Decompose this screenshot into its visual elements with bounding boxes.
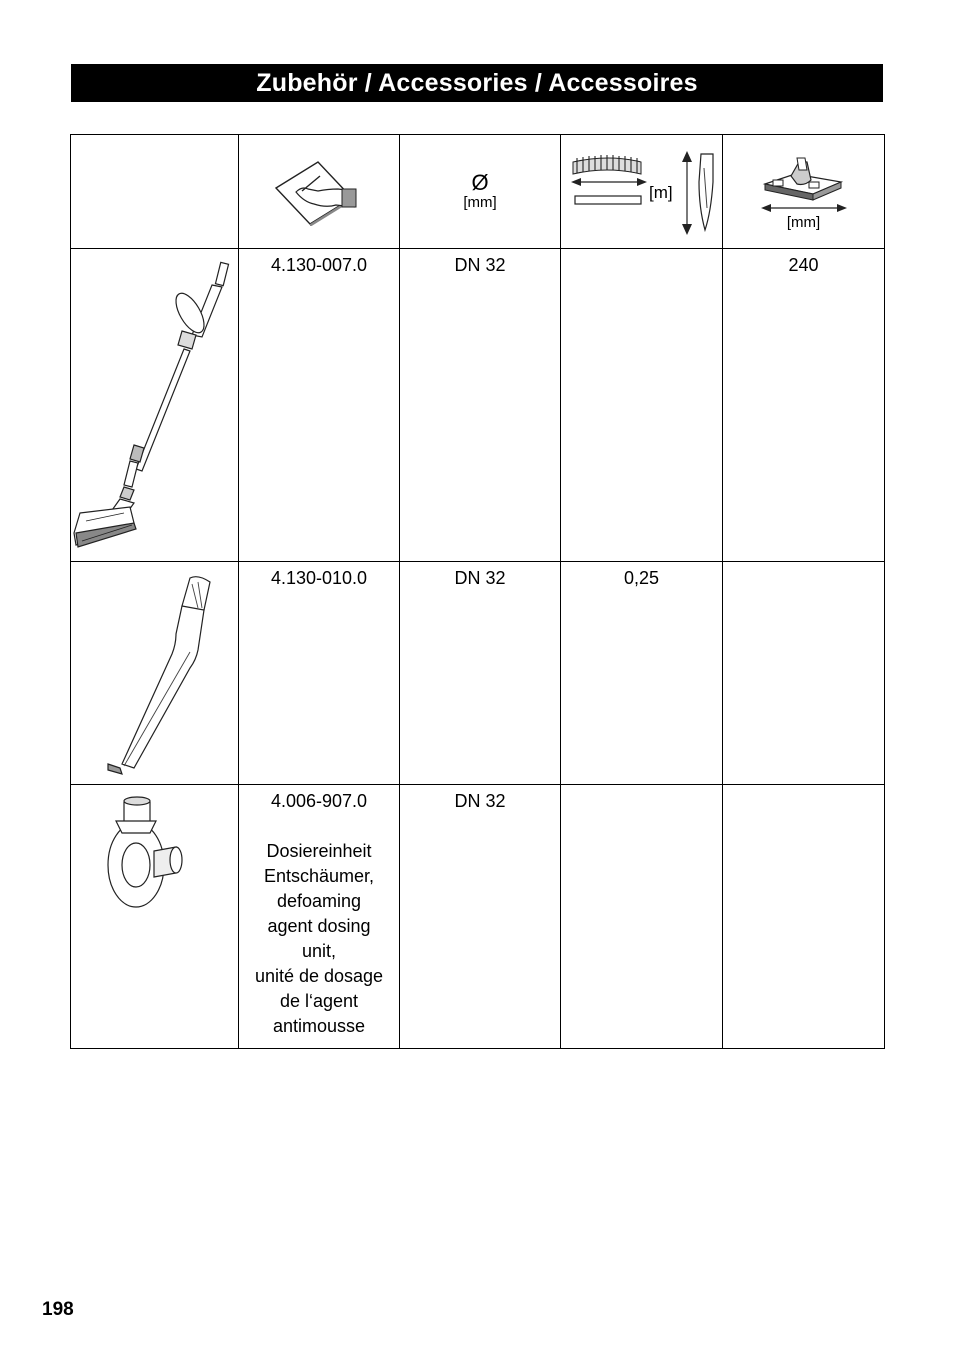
- header-width-cell: [723, 135, 885, 249]
- floor-nozzle-with-tube-icon: [72, 255, 238, 555]
- row-diameter: DN 32: [400, 562, 561, 785]
- diameter-icon: Ø: [471, 170, 489, 195]
- crevice-nozzle-icon: [72, 568, 238, 778]
- row-length: [561, 249, 723, 562]
- page-title: Zubehör / Accessories / Accessoires: [71, 64, 883, 102]
- row-part-number: 4.130-007.0: [239, 249, 400, 562]
- nozzle-width-icon: [759, 154, 849, 218]
- header-length-cell: [561, 135, 723, 249]
- table-row: [71, 785, 885, 1049]
- row-part-number: 4.130-010.0: [239, 562, 400, 785]
- width-unit: [mm]: [786, 213, 821, 231]
- hose-length-icon: [567, 148, 717, 238]
- length-unit: [m]: [649, 182, 673, 202]
- header-diameter-cell: [400, 135, 561, 249]
- header-order-number-cell: [239, 135, 400, 249]
- table-row: [71, 562, 885, 785]
- table-header-row: [71, 135, 885, 249]
- row-image-cell: [71, 785, 239, 1049]
- row-part-number: 4.006-907.0 Dosiereinheit Entschäumer, defoaming agent dosing unit, unité de dosage de l‘agent antimousse: [239, 785, 400, 1049]
- row-diameter: DN 32: [400, 249, 561, 562]
- row-description: Dosiereinheit Entschäumer, defoaming agent dosing unit, unité de dosage de l‘agent antimousse: [254, 841, 384, 1036]
- row-image-cell: [71, 562, 239, 785]
- row-width: 240: [723, 249, 885, 562]
- row-width: [723, 785, 885, 1049]
- table-row: [71, 249, 885, 562]
- row-length: 0,25: [561, 562, 723, 785]
- page-number: 198: [42, 1299, 74, 1320]
- row-width: [723, 562, 885, 785]
- diameter-unit: [mm]: [463, 194, 497, 211]
- order-number-icon: [272, 158, 366, 226]
- dosing-unit-icon: [72, 795, 238, 915]
- header-image-cell: [71, 135, 239, 249]
- row-diameter: DN 32: [400, 785, 561, 1049]
- row-image-cell: [71, 249, 239, 562]
- accessories-table: [70, 134, 885, 1049]
- row-length: [561, 785, 723, 1049]
